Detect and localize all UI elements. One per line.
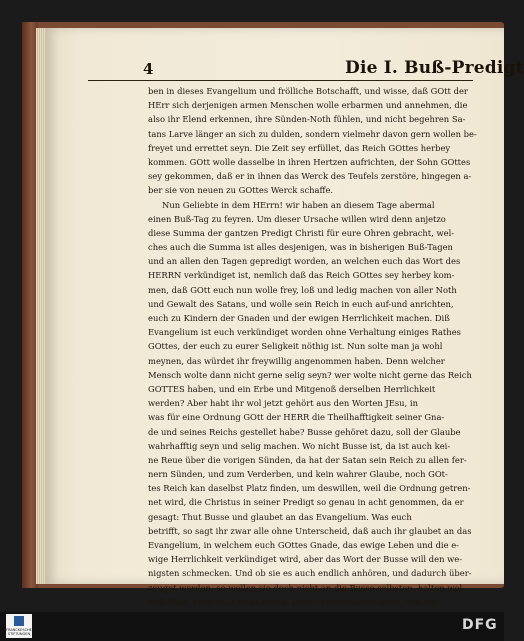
dfg-logo[interactable]: DFG <box>462 617 498 633</box>
logo-caption: FRANCKESCHE STIFTUNGEN <box>6 628 32 636</box>
text-line: GOttes, der euch zu eurer Seligkeit nöthig ist. Nun solte man ja wohl <box>148 341 443 352</box>
text-line: Evangelium ist euch verkündiget worden ohne Verhaltung einiges Rathes <box>148 327 461 338</box>
text-line: und Gewalt des Satans, und wolle sein Reich in euch auf-und anrichten, <box>148 298 454 309</box>
page-number: 4 <box>143 60 154 78</box>
viewer-footer-bar <box>0 612 504 641</box>
eagle-icon <box>14 616 24 626</box>
text-line: ben in dieses Evangelium und frölliche Botschafft, und wisse, daß GOtt der <box>148 86 468 96</box>
text-line: de und seines Reichs gestellet habe? Busse gehöret dazu, soll der Glaube <box>148 426 461 437</box>
text-line: net wird, die Christus in seiner Predigt so genau in acht genommen, da er <box>148 497 464 508</box>
text-line: Mensch wolte dann nicht gerne selig seyn? wer wolte nicht gerne das Reich <box>148 369 472 380</box>
text-line: ne Reue über die vorigen Sünden, da hat der Satan sein Reich zu allen fer- <box>148 454 467 465</box>
text-line: tans Larve länger an sich zu dulden, sondern vielmehr davon gern wollen be- <box>148 128 477 139</box>
text-line: meynen, das würdet ihr freywillig angenommen haben. Denn welcher <box>148 355 445 366</box>
francke-foundation-logo[interactable] <box>6 614 32 638</box>
text-line: einen Buß-Tag zu feyren. Um dieser Ursache willen wird denn anjetzo <box>148 213 446 224</box>
text-line: also ihr Elend erkennen, ihre Sünden-Noth fühlen, und nicht begehren Sa- <box>148 114 466 125</box>
text-line: nigsten schmecken. Und ob sie es auch endlich anhören, und dadurch über- <box>148 568 472 579</box>
text-line: men, daß GOtt euch nun wolle frey, loß und ledig machen von aller Noth <box>148 284 457 295</box>
text-line: nern Sünden, und zum Verderben, und kein wahrer Glaube, noch GOt- <box>148 469 448 480</box>
running-title: Die I. Buß-Predigt <box>345 58 524 78</box>
text-line: HErr sich derjenigen armen Menschen wolle erbarmen und annehmen, die <box>148 100 468 111</box>
text-line: gesagt: Thut Busse und glaubet an das Evangelium. Was euch <box>148 511 412 522</box>
header-rule <box>88 80 473 81</box>
text-line: Buß-Tage, thun aber nicht Busse. Dahero geschiehets denn, daß die <box>148 596 437 607</box>
text-line: zeuget werden, so wollen sie doch nicht an die Busse selbsten, halten wol <box>148 582 463 593</box>
text-line: wige Herrlichkeit verkündiget wird, aber das Wort der Busse will den we- <box>148 554 463 565</box>
body-text <box>148 84 478 623</box>
text-line: betrifft, so sagt ihr zwar alle ohne Unterscheid, daß auch ihr glaubet an das <box>148 525 472 536</box>
text-line: HERRN verkündiget ist, nemlich daß das Reich GOttes sey herbey kom- <box>148 270 455 281</box>
text-line: Nun Geliebte in dem HErrn! wir haben an diesem Tage abermal <box>162 199 435 210</box>
text-line: ber sie von neuen zu GOttes Werck schaffe. <box>148 185 334 196</box>
text-line: tes Reich kan daselbst Platz finden, um deswillen, weil die Ordnung getren- <box>148 483 471 494</box>
text-line: und an allen den Tagen gepredigt worden, an welchen euch das Wort des <box>148 256 461 267</box>
text-line: Evangelium, in welchem euch GOttes Gnade, das ewige Leben und die e- <box>148 540 460 550</box>
text-line: euch zu Kindern der Gnaden und der ewigen Herrlichkeit machen. Diß <box>148 313 450 323</box>
page-edges <box>36 28 46 584</box>
text-line: sey gekommen, daß er in ihnen das Werck des Teufels zerstöre, hingegen a- <box>148 171 472 182</box>
text-line: diese Summa der gantzen Predigt Christi für eure Ohren gebracht, wel- <box>148 227 455 238</box>
text-line: wahrhafftig seyn und selig machen. Wo nicht Busse ist, da ist auch kei- <box>148 440 451 451</box>
text-line: werden? Aber habt ihr wol jetzt gehört aus den Worten JEsu, in <box>148 398 418 409</box>
text-line: freyet und errettet seyn. Die Zeit sey erfüllet, das Reich GOttes herbey <box>148 142 451 153</box>
text-line: GOTTES haben, und ein Erbe und Mitgenoß derselben Herrlichkeit <box>148 383 436 394</box>
text-line: kommen. GOtt wolle dasselbe in ihren Hertzen aufrichten, der Sohn GOttes <box>148 156 471 167</box>
text-line: was für eine Ordnung GOtt der HERR die Theilhafftigkeit seiner Gna- <box>148 412 445 423</box>
text-line: ches auch die Summa ist alles desjenigen, was in bisherigen Buß-Tagen <box>148 242 453 253</box>
page-header <box>100 58 524 82</box>
